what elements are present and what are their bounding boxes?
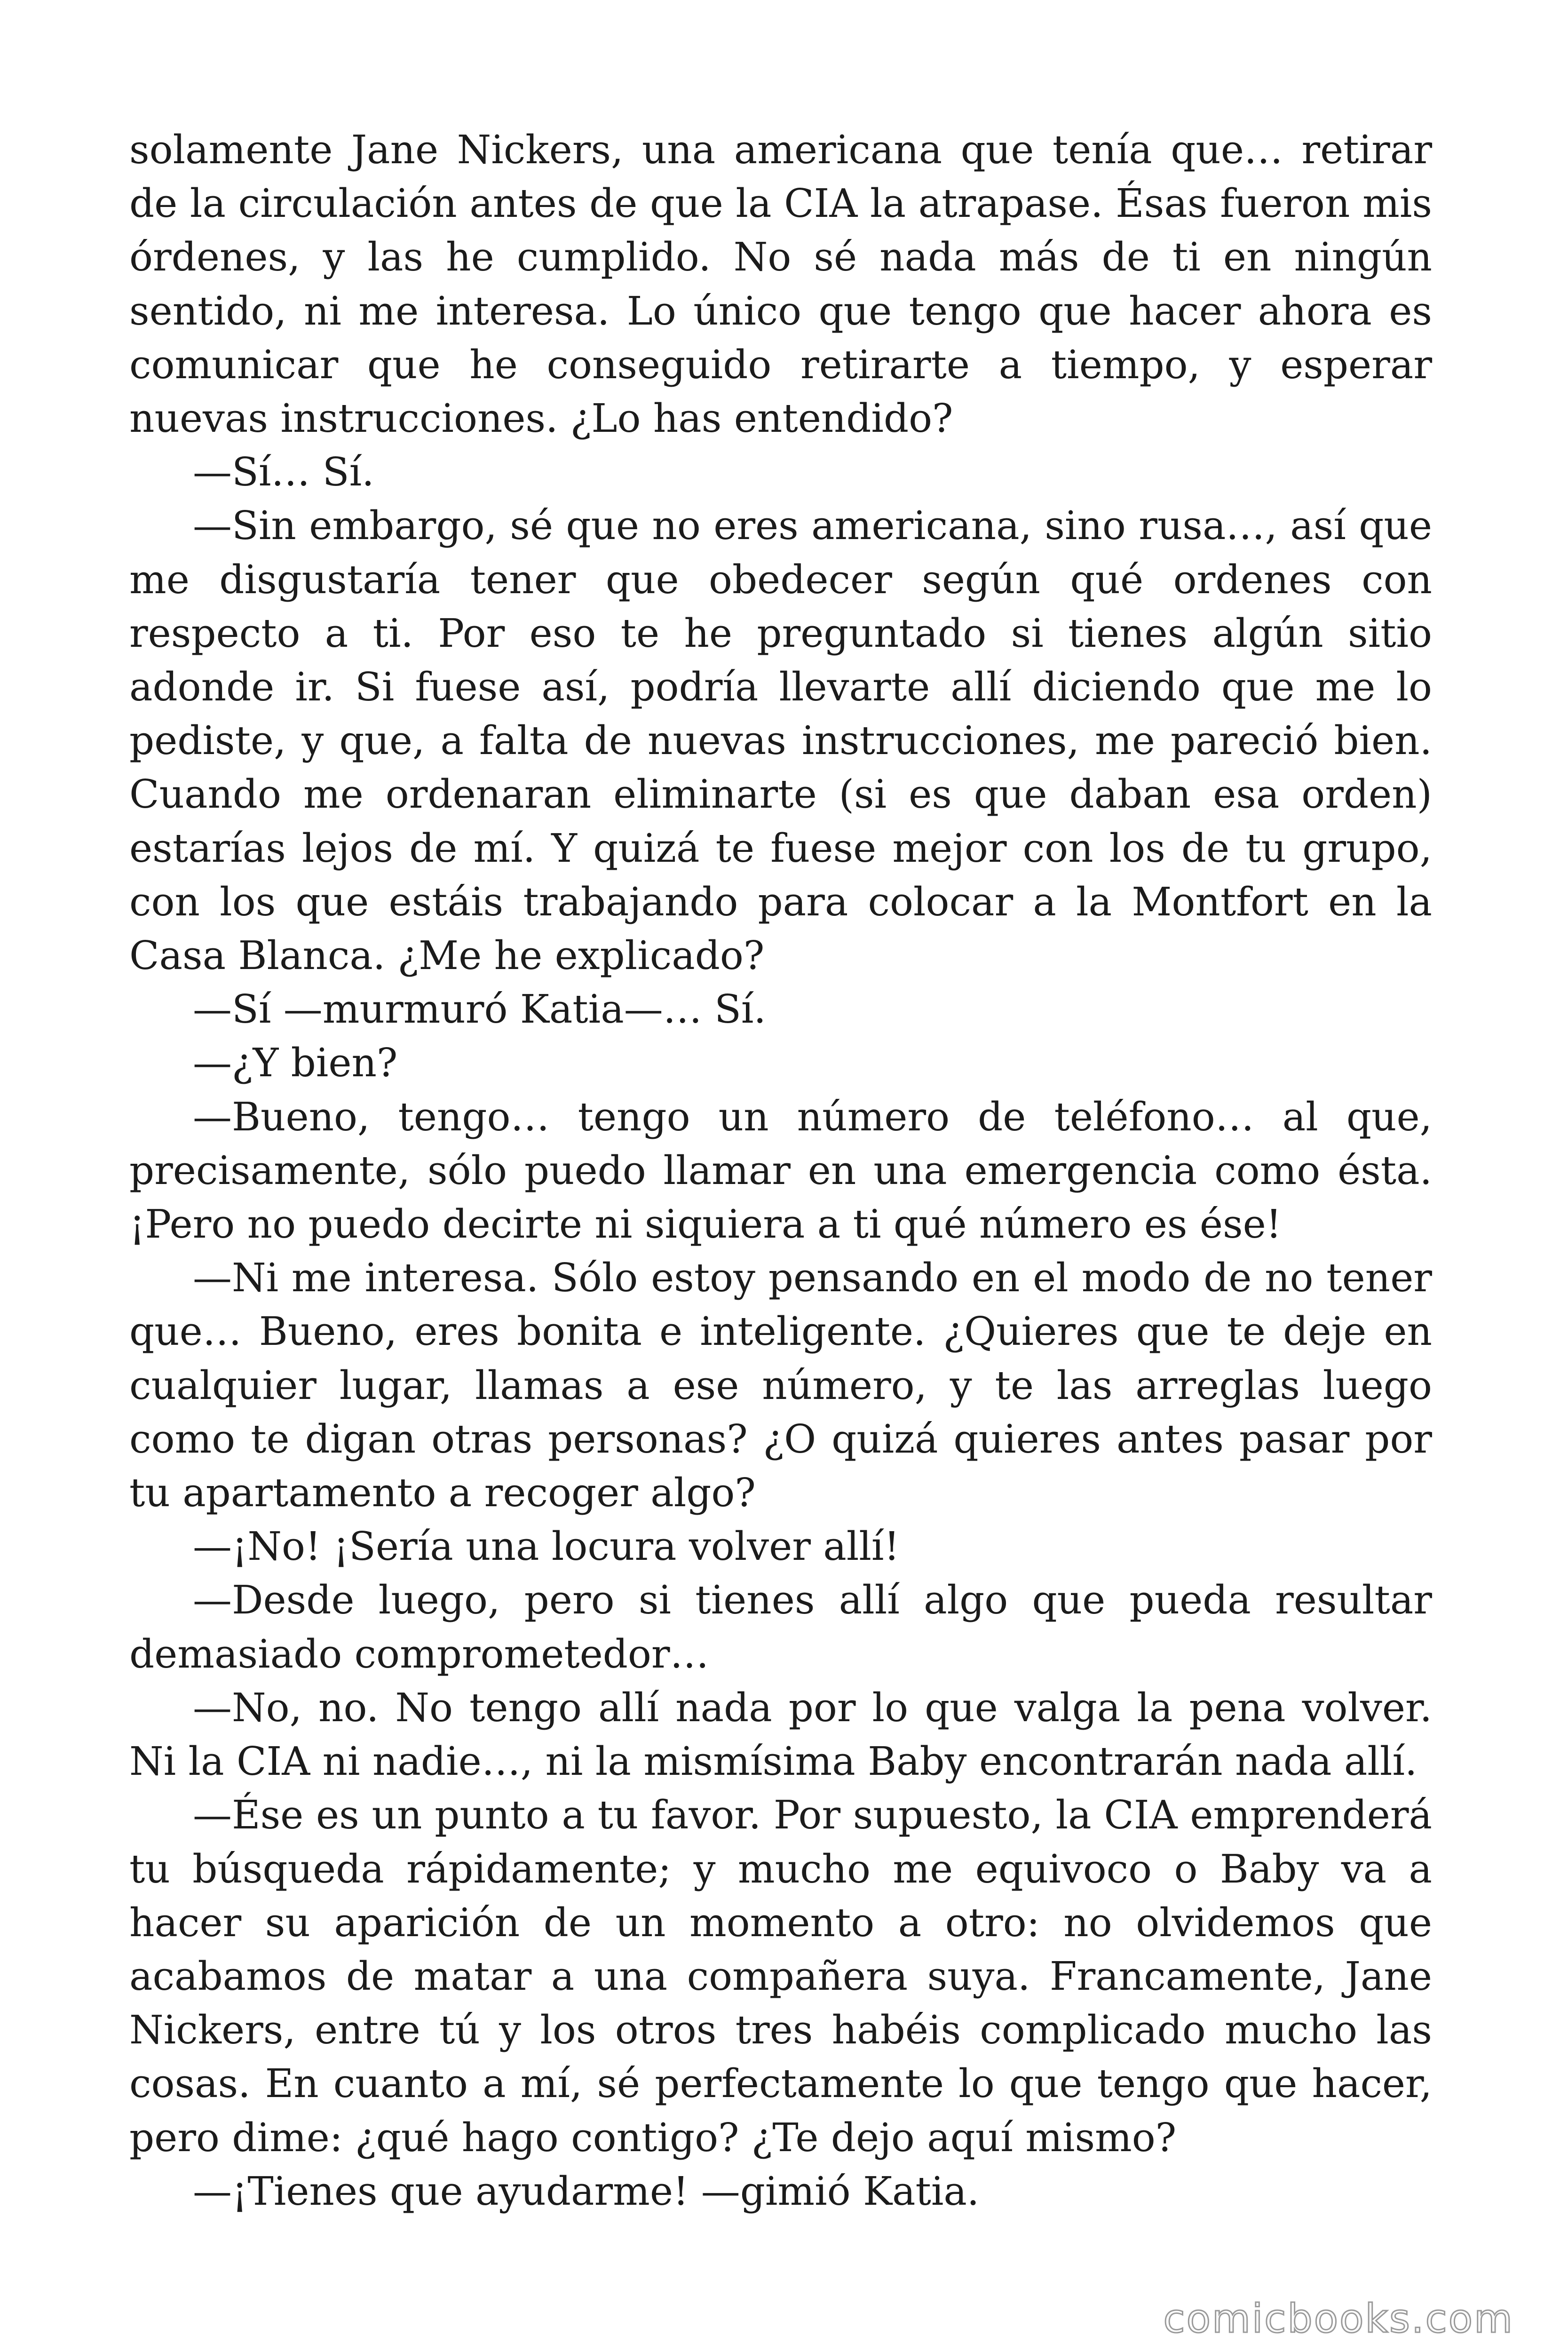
paragraph: —No, no. No tengo allí nada por lo que valga la pena volver. Ni la CIA ni nadie…, ni la mismísima Baby encontrarán nada allí. (129, 1685, 1432, 1785)
paragraph: —Sin embargo, sé que no eres americana, sino rusa…, así que me disgustaría tener que obedecer según qué ordenes con respecto a ti. Por eso te he preguntado si tienes algún sitio adonde ir. Si fuese así, podría llevarte allí diciendo que me lo pediste, y que, a falta de nuevas instrucciones, me pareció bien. Cuando me ordenaran eliminarte (si es que daban esa orden) estarías lejos de mí. Y quizá te fuese mejor con los de tu grupo, con los que estáis trabajando para colocar a la Montfort en la Casa Blanca. ¿Me he explicado? (129, 503, 1432, 979)
paragraph: —¿Y bien? (193, 1040, 398, 1086)
paragraph: —Desde luego, pero si tienes allí algo que pueda resultar demasiado comprometedor… (129, 1577, 1432, 1677)
paragraph: —Sí —murmuró Katia—… Sí. (193, 986, 766, 1033)
paragraph: —Bueno, tengo… tengo un número de teléfono… al que, precisamente, sólo puedo llamar en una emergencia como ésta. ¡Pero no puedo decirte ni siquiera a ti qué número es ése! (129, 1094, 1432, 1248)
paragraph: —¡Tienes que ayudarme! —gimió Katia. (193, 2168, 980, 2214)
watermark: comicbooks.com (1163, 2296, 1514, 2342)
paragraph: solamente Jane Nickers, una americana que tenía que… retirar de la circulación antes de que la CIA la atrapase. Ésas fueron mis órdenes, y las he cumplido. No sé nada más de ti en ningún sentido, ni me interesa. Lo único que tengo que hacer ahora es comunicar que he conseguido retirarte a tiempo, y esperar nuevas instrucciones. ¿Lo has entendido? (129, 127, 1432, 442)
paragraph: —Ni me interesa. Sólo estoy pensando en el modo de no tener que… Bueno, eres bonita e inteligente. ¿Quieres que te deje en cualquier lugar, llamas a ese número, y te las arreglas luego como te digan otras personas? ¿O quizá quieres antes pasar por tu apartamento a recoger algo? (129, 1255, 1432, 1516)
paragraph: —Ése es un punto a tu favor. Por supuesto, la CIA emprenderá tu búsqueda rápidamente; y mucho me equivoco o Baby va a hacer su aparición de un momento a otro: no olvidemos que acabamos de matar a una compañera suya. Francamente, Jane Nickers, entre tú y los otros tres habéis complicado mucho las cosas. En cuanto a mí, sé perfectamente lo que tengo que hacer, pero dime: ¿qué hago contigo? ¿Te dejo aquí mismo? (129, 1792, 1432, 2161)
body-text (129, 123, 1432, 2218)
paragraph: —Sí… Sí. (193, 449, 374, 495)
paragraph: —¡No! ¡Sería una locura volver allí! (193, 1524, 900, 1570)
